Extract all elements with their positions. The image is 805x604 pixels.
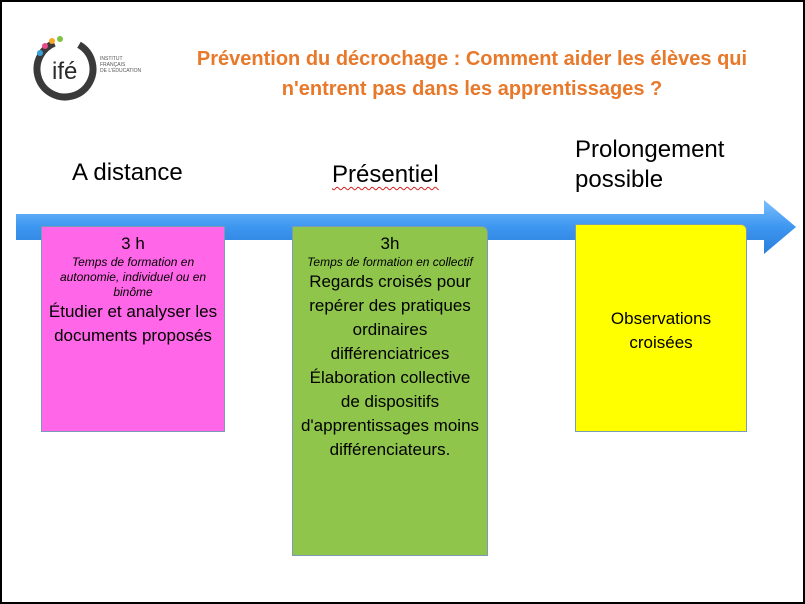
- phase-label-prolongement: Prolongement possible: [575, 136, 725, 193]
- slide-title: [162, 44, 782, 104]
- title-line-2: n'entrent pas dans les apprentissages ?: [281, 78, 663, 100]
- box-presentiel-body-2: Élaboration collective de dispositifs d'apprentissages moins différenciateurs.: [300, 368, 480, 459]
- box-prolongement: [575, 224, 747, 432]
- box-distance-body: Étudier et analyser les documents proposés: [48, 302, 218, 345]
- box-presentiel-subtitle: Temps de formation en collectif: [307, 255, 473, 269]
- ife-logo: [30, 32, 150, 102]
- box-distance-hours: 3 h: [121, 234, 145, 253]
- svg-text:ifé: ifé: [52, 58, 78, 85]
- box-presentiel: [292, 226, 488, 556]
- logo-icon: [30, 32, 100, 102]
- box-presentiel-hours: 3h: [380, 234, 400, 253]
- phase-label-distance: A distance: [72, 159, 183, 186]
- phase-label-presentiel: Présentiel: [332, 161, 439, 188]
- box-distance-subtitle: Temps de formation en autonomie, individuel ou en binôme: [59, 255, 207, 299]
- logo-small-text: INSTITUT FRANÇAIS DE L'ÉDUCATION: [100, 56, 142, 74]
- box-prolongement-body: Observations croisées: [610, 309, 712, 352]
- box-presentiel-body-1: Regards croisés pour repérer des pratiques ordinaires différenciatrices: [309, 272, 471, 363]
- box-distance: [41, 226, 225, 432]
- title-line-1: Prévention du décrochage : Comment aider les élèves qui: [196, 48, 748, 70]
